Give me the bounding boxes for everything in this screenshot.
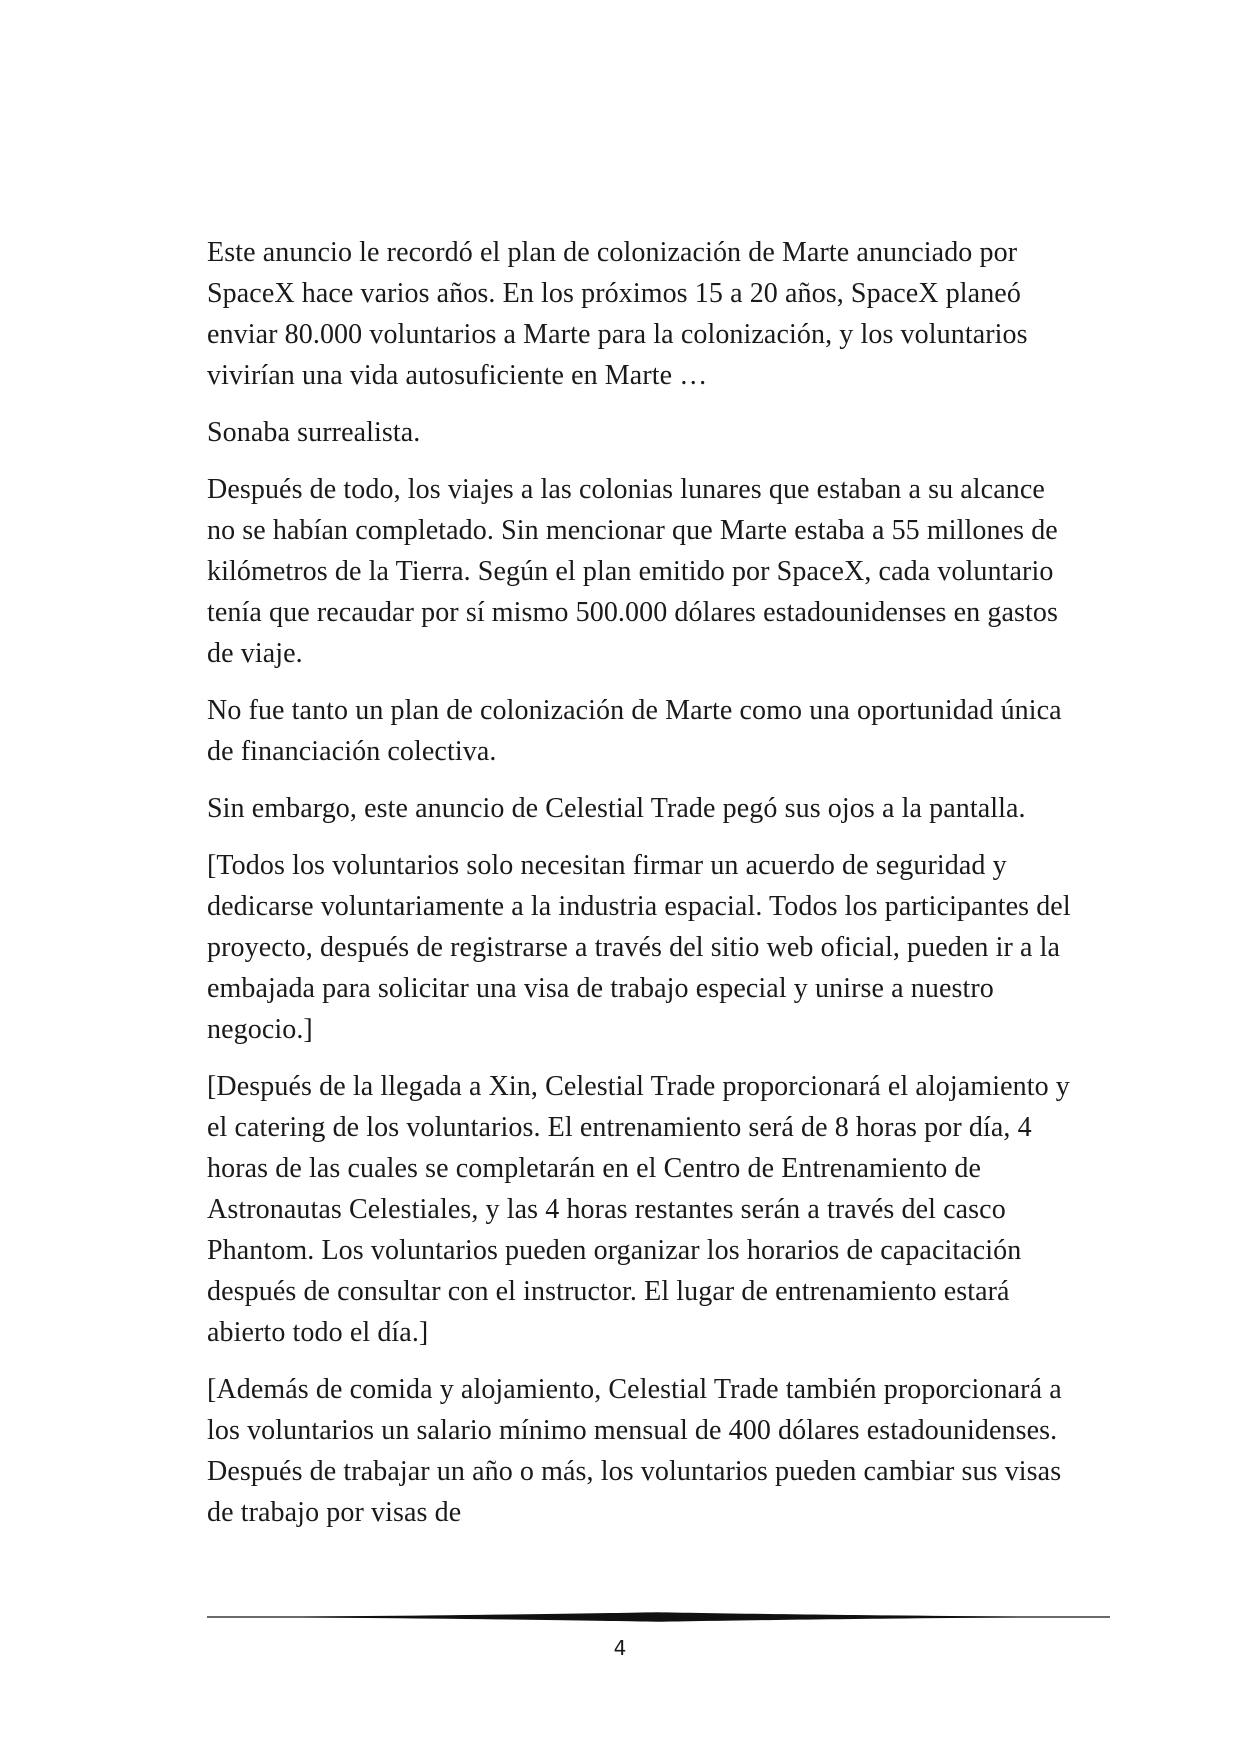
paragraph-7: [Después de la llegada a Xin, Celestial Trade proporcionará el alojamiento y el catering de los voluntarios. El entrenamiento será de 8 horas por día, 4 horas de las cuales se completarán en el Centro de Entrenamiento de Astronautas Celestiales, y las 4 horas restantes serán a través del casco Phantom. Los voluntarios pueden organizar los horarios de capacitación después de consultar con el instructor. El lugar de entrenamiento estará abierto todo el día.] <box>207 1071 1070 1348</box>
paragraph-3: Después de todo, los viajes a las colonias lunares que estaban a su alcance no se habían completado. Sin mencionar que Marte estaba a 55 millones de kilómetros de la Tierra. Según el plan emitido por SpaceX, cada voluntario tenía que recaudar por sí mismo 500.000 dólares estadounidenses en gastos de viaje. <box>207 474 1058 669</box>
body-text <box>207 232 1077 1549</box>
paragraph-1: Este anuncio le recordó el plan de colonización de Marte anunciado por SpaceX hace varios años. En los próximos 15 a 20 años, SpaceX planeó enviar 80.000 voluntarios a Marte para la colonización, y los voluntarios vivirían una vida autosuficiente en Marte … <box>207 237 1028 391</box>
paragraph-4: No fue tanto un plan de colonización de Marte como una oportunidad única de financiación colectiva. <box>207 695 1062 767</box>
paragraph-5: Sin embargo, este anuncio de Celestial Trade pegó sus ojos a la pantalla. <box>207 793 1026 824</box>
footer-divider <box>207 1610 1110 1624</box>
paragraph-6: [Todos los voluntarios solo necesitan firmar un acuerdo de seguridad y dedicarse voluntariamente a la industria espacial. Todos los participantes del proyecto, después de registrarse a través del sitio web oficial, pueden ir a la embajada para solicitar una visa de trabajo especial y unirse a nuestro negocio.] <box>207 850 1071 1045</box>
paragraph-8: [Además de comida y alojamiento, Celestial Trade también proporcionará a los voluntarios un salario mínimo mensual de 400 dólares estadounidenses. Después de trabajar un año o más, los voluntarios pueden cambiar sus visas de trabajo por visas de <box>207 1374 1062 1528</box>
paragraph-2: Sonaba surrealista. <box>207 417 421 448</box>
page-number: 4 <box>613 1636 627 1660</box>
